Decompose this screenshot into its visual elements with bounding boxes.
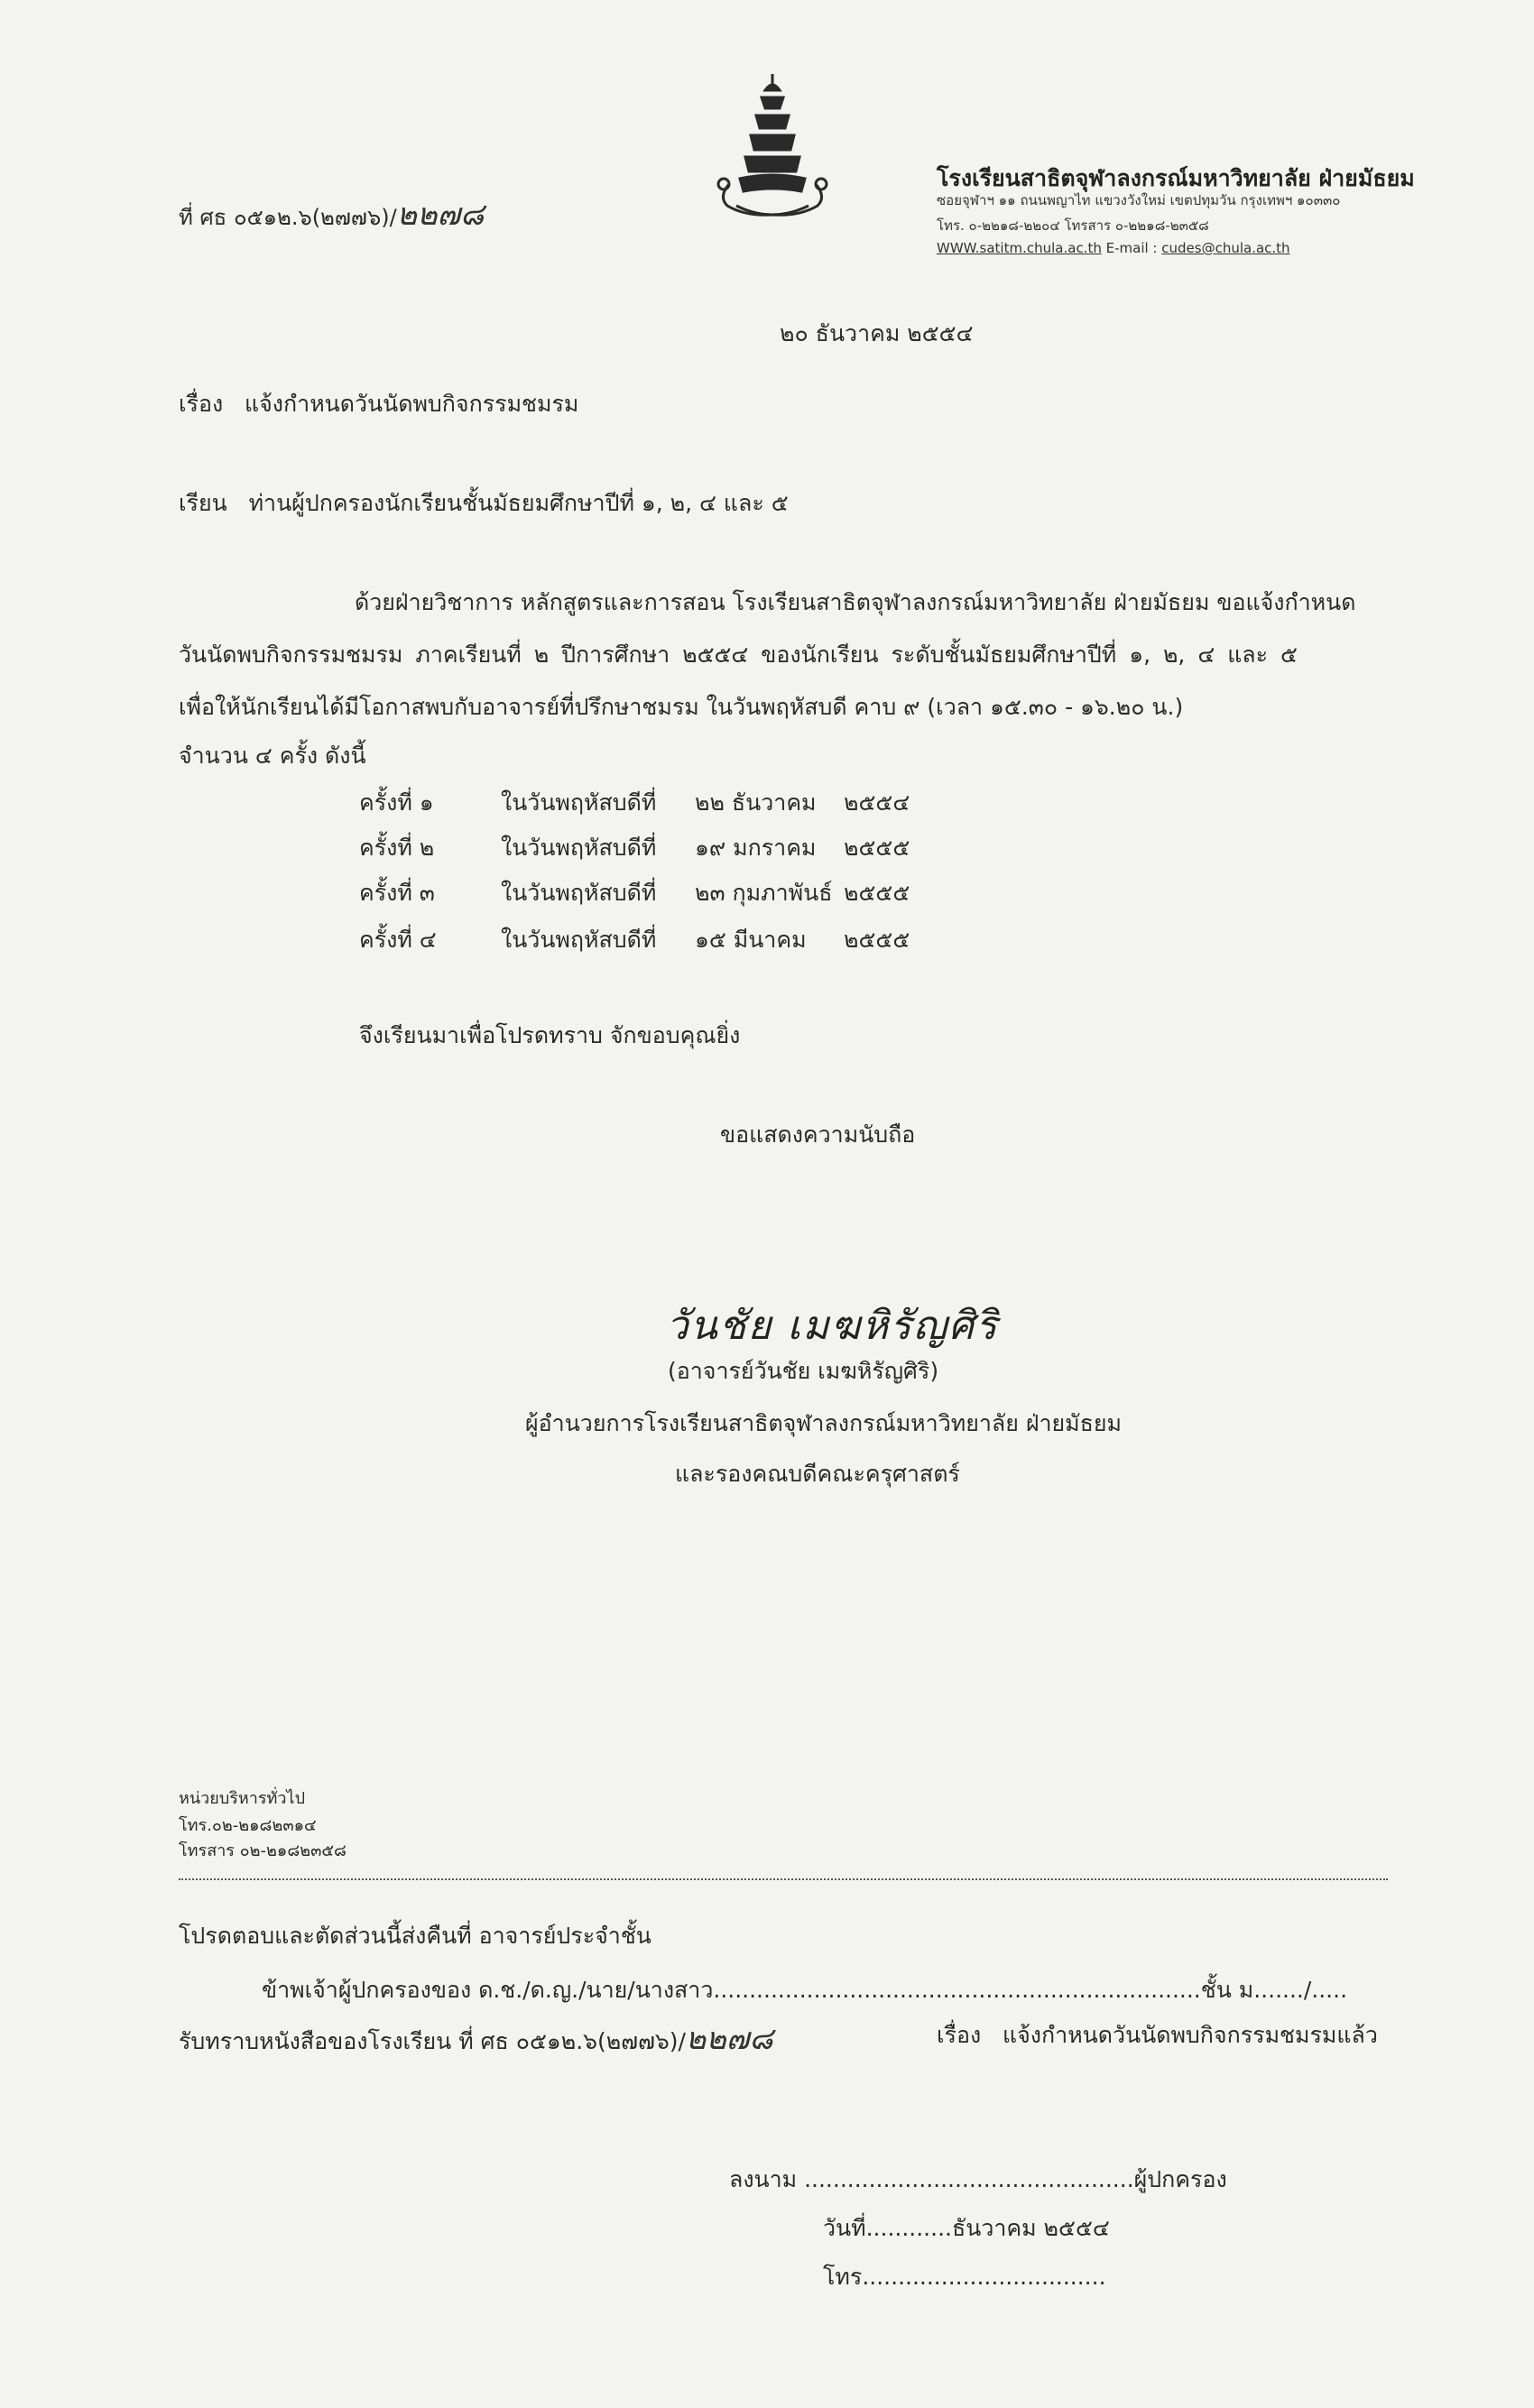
- schedule-day: ในวันพฤหัสบดีที่: [501, 880, 657, 906]
- reply-parent-line[interactable]: ข้าพเจ้าผู้ปกครองของ ด.ช./ด.ญ./นาย/นางสาว....................................................................ชั้น ม......./.....: [262, 1977, 1348, 2003]
- schedule-date: ๑๙ มกราคม: [695, 835, 817, 861]
- reply-subject-text: แจ้งกำหนดวันนัดพบกิจกรรมชมรมแล้ว: [1003, 2022, 1378, 2048]
- reply-subject: [937, 2017, 1378, 2053]
- schedule-year: ๒๕๕๕: [844, 835, 910, 861]
- schedule-date: ๑๕ มีนาคม: [695, 927, 807, 953]
- subject-line: [179, 386, 578, 422]
- schedule-date: ๒๓ กุมภาพันธ์: [695, 880, 833, 906]
- signer-position-1: ผู้อำนวยการโรงเรียนสาธิตจุฬาลงกรณ์มหาวิทยาลัย ฝ่ายมัธยม: [525, 1410, 1123, 1436]
- signer-position-2: และรองคณบดีคณะครุศาสตร์: [675, 1461, 960, 1487]
- schedule-day: ในวันพฤหัสบดีที่: [501, 789, 657, 816]
- school-phone-fax: โทร. ๐-๒๒๑๘-๒๒๐๔ โทรสาร ๐-๒๒๑๘-๒๓๕๘: [937, 217, 1209, 234]
- body-line-4: จำนวน ๔ ครั้ง ดังนี้: [179, 743, 366, 769]
- salutation-line: [179, 485, 789, 521]
- schedule-no: ครั้งที่ ๔: [359, 927, 437, 953]
- reply-sign-label: ลงนาม: [729, 2166, 798, 2192]
- contact-fax: โทรสาร ๐๒-๒๑๘๒๓๕๘: [179, 1841, 347, 1860]
- reply-sign-line[interactable]: [729, 2162, 1227, 2198]
- contact-unit: หน่วยบริหารทั่วไป: [179, 1789, 306, 1808]
- salutation-text: ท่านผู้ปกครองนักเรียนชั้นมัธยมศึกษาปีที่ ๑, ๒, ๔ และ ๕: [248, 490, 789, 516]
- closing-salutation: ขอแสดงความนับถือ: [720, 1121, 916, 1148]
- schedule-year: ๒๕๕๔: [844, 789, 910, 816]
- email-label: E-mail :: [1105, 240, 1158, 256]
- schedule-date: ๒๒ ธันวาคม: [695, 789, 817, 816]
- schedule-no: ครั้งที่ ๒: [359, 835, 435, 861]
- reference-printed: ที่ ศธ ๐๕๑๒.๖(๒๗๗๖)/: [179, 205, 397, 230]
- reply-subject-label: เรื่อง: [937, 2022, 982, 2048]
- chula-crest-logo: [709, 70, 836, 226]
- reply-date-line[interactable]: วันที่............ธันวาคม ๒๕๕๔: [823, 2215, 1110, 2241]
- reply-ack-prefix: รับทราบหนังสือของโรงเรียน ที่ ศธ ๐๕๑๒.๖(๒๗๗๖)/: [179, 2028, 686, 2054]
- subject-text: แจ้งกำหนดวันนัดพบกิจกรรมชมรม: [245, 391, 579, 417]
- reply-sign-role: ผู้ปกครอง: [1133, 2166, 1227, 2192]
- schedule-day: ในวันพฤหัสบดีที่: [501, 835, 657, 861]
- reply-ack-handwritten: ๒๒๗๘: [685, 2021, 773, 2057]
- salutation-label: เรียน: [179, 490, 227, 516]
- subject-label: เรื่อง: [179, 391, 224, 417]
- schedule-year: ๒๕๕๕: [844, 880, 910, 906]
- schedule-day: ในวันพฤหัสบดีที่: [501, 927, 657, 953]
- body-line-1: ด้วยฝ่ายวิชาการ หลักสูตรและการสอน โรงเรียนสาธิตจุฬาลงกรณ์มหาวิทยาลัย ฝ่ายมัธยม ขอแจ้งกำหนด: [355, 589, 1356, 615]
- contact-phone: โทร.๐๒-๒๑๘๒๓๑๔: [179, 1816, 317, 1835]
- cut-line-divider: [179, 1878, 1388, 1880]
- body-line-2: วันนัดพบกิจกรรมชมรม ภาคเรียนที่ ๒ ปีการศึกษา ๒๕๕๔ ของนักเรียน ระดับชั้นมัธยมศึกษาปีที่ ๑, ๒, ๔ และ ๕: [179, 641, 1298, 668]
- handwritten-signature: วันชัย เมฆหิรัญศิริ: [666, 1303, 999, 1349]
- reply-sign-dots[interactable]: ..............................................: [804, 2166, 1134, 2192]
- reply-phone-line[interactable]: โทร..................................: [823, 2264, 1106, 2290]
- school-address: ซอยจุฬาฯ ๑๑ ถนนพญาไท แขวงวังใหม่ เขตปทุมวัน กรุงเทพฯ ๑๐๓๓๐: [937, 192, 1341, 208]
- schedule-year: ๒๕๕๕: [844, 927, 910, 953]
- website-link[interactable]: WWW.satitm.chula.ac.th: [937, 240, 1102, 256]
- schedule-no: ครั้งที่ ๓: [359, 880, 435, 906]
- letter-date: ๒๐ ธันวาคม ๒๕๕๔: [780, 320, 974, 346]
- reply-instruction: โปรดตอบและตัดส่วนนี้ส่งคืนที่ อาจารย์ประจำชั้น: [179, 1923, 651, 1949]
- body-line-3: เพื่อให้นักเรียนได้มีโอกาสพบกับอาจารย์ที่ปรึกษาชมรม ในวันพฤหัสบดี คาบ ๙ (เวลา ๑๕.๓๐ - ๑๖.๒๐ น.): [179, 694, 1184, 720]
- school-name: โรงเรียนสาธิตจุฬาลงกรณ์มหาวิทยาลัย ฝ่ายมัธยม: [937, 165, 1415, 191]
- closing-line: จึงเรียนมาเพื่อโปรดทราบ จักขอบคุณยิ่ง: [359, 1022, 741, 1048]
- reference-number: [179, 189, 484, 238]
- email-link[interactable]: cudes@chula.ac.th: [1161, 240, 1290, 256]
- school-web-email: [937, 240, 1290, 256]
- signer-name: (อาจารย์วันชัย เมฆหิรัญศิริ): [668, 1358, 939, 1384]
- schedule-no: ครั้งที่ ๑: [359, 789, 434, 816]
- reference-handwritten: ๒๒๗๘: [396, 197, 485, 233]
- reply-acknowledge-line: [179, 2014, 773, 2062]
